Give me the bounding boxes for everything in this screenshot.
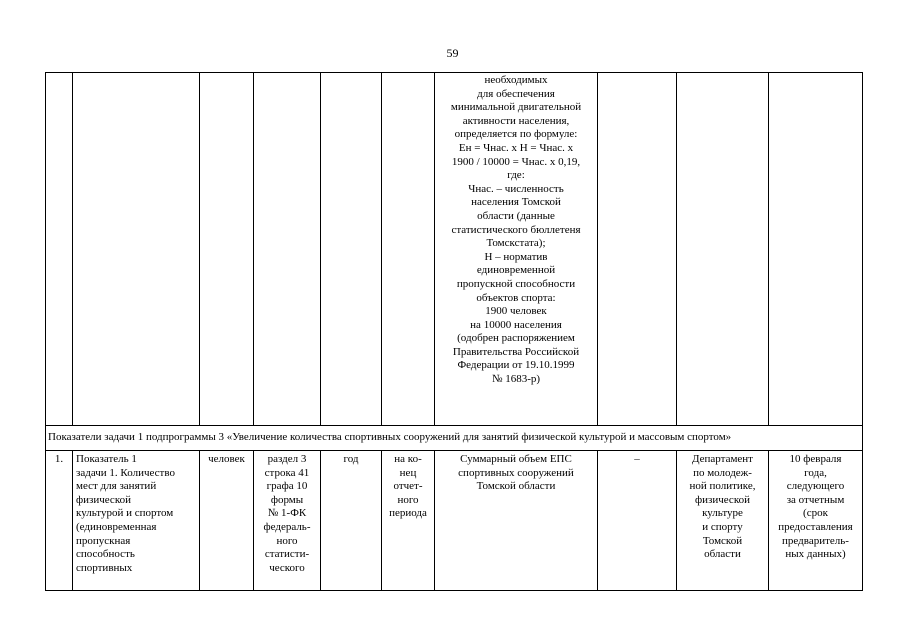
cell-unit: человек (200, 451, 254, 591)
section-heading: Показатели задачи 1 подпрограммы 3 «Увеличение количества спортивных сооружений для занятий физической культурой и массовым спортом» (46, 426, 863, 451)
cell-source (254, 73, 321, 426)
cell-unit (200, 73, 254, 426)
cell-indicator-name: Показатель 1 задачи 1. Количество мест для занятий физической культурой и спортом (единовременная пропускная способность спортивных (73, 451, 200, 591)
table-row-section-heading (46, 426, 863, 451)
cell-deadline: 10 февраля года, следующего за отчетным (срок предоставления предваритель- ных данных) (769, 451, 863, 591)
table-row-formula-continuation (46, 73, 863, 426)
cell-method-formula: необходимых для обеспечения минимальной двигательной активности населения, определяется по формуле: Ен = Чнас. х Н = Чнас. х 1900 / 10000 = Чнас. х 0,19, где: Чнас. – численность населения Томской области (данные статистического бюллетеня Томскстата); Н – норматив единовременной пропускной способности объектов спорта: 1900 человек на 10000 населения (одобрен распоряжением Правительства Российской Федерации от 19.10.1999 № 1683-р) (435, 73, 598, 426)
cell-deadline (769, 73, 863, 426)
cell-time: на ко- нец отчет- ного периода (382, 451, 435, 591)
cell-periodicity (321, 73, 382, 426)
cell-name (73, 73, 200, 426)
page-number: 59 (446, 46, 459, 60)
cell-periodicity: год (321, 451, 382, 591)
cell-extra: – (598, 451, 677, 591)
cell-extra (598, 73, 677, 426)
cell-number (46, 73, 73, 426)
cell-responsible: Департамент по молодеж- ной политике, физической культуре и спорту Томской области (677, 451, 769, 591)
indicators-table (45, 72, 863, 591)
table-row-indicator-1 (46, 451, 863, 591)
cell-source: раздел 3 строка 41 графа 10 формы № 1-ФК федераль- ного статисти- ческого (254, 451, 321, 591)
cell-method: Суммарный объем ЕПС спортивных сооружений Томской области (435, 451, 598, 591)
cell-responsible (677, 73, 769, 426)
cell-number: 1. (46, 451, 73, 591)
cell-time (382, 73, 435, 426)
